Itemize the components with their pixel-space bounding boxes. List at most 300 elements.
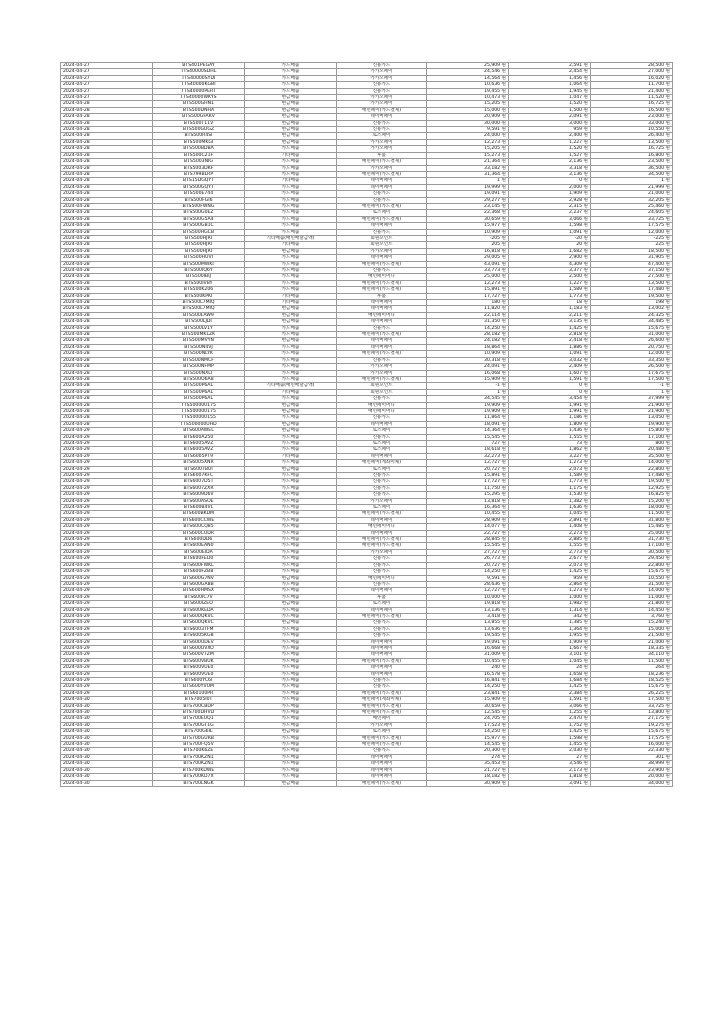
total-amount-cell: 17,100 원	[591, 434, 673, 440]
date-cell: 2024-04-29	[61, 511, 153, 517]
date-cell: 2024-04-29	[61, 562, 153, 568]
vat-cell: 2,928 원	[509, 197, 591, 203]
total-amount-cell: 21,900 원	[591, 408, 673, 414]
transaction-id-cell: BTS7005I0T	[153, 697, 245, 703]
supply-amount-cell: 29,005 원	[427, 255, 509, 261]
payment-method-cell: 네이버페이	[337, 665, 427, 671]
supply-amount-cell: 13,636 원	[427, 626, 509, 632]
sales-type-cell: 카드매출	[245, 274, 337, 280]
transaction-id-cell: BTS500HJRI	[153, 248, 245, 254]
total-amount-cell: 12,000 원	[591, 351, 673, 357]
sales-type-cell: 현금매출	[245, 127, 337, 133]
total-amount-cell: 16,725 원	[591, 146, 673, 152]
date-cell: 2024-04-28	[61, 421, 153, 427]
sales-type-cell: 카드매출	[245, 268, 337, 274]
transaction-id-cell: BTS500NXLT	[153, 370, 245, 376]
sales-type-cell: 카드매출	[245, 216, 337, 222]
payment-method-cell: 회원포인트	[337, 389, 427, 395]
transaction-id-cell: BTS500MKGI	[153, 139, 245, 145]
date-cell: 2024-04-29	[61, 665, 153, 671]
transaction-id-cell: BTS700GT1G	[153, 722, 245, 728]
supply-amount-cell: 11,820 원	[427, 306, 509, 312]
payment-method-cell: 신용카드	[337, 127, 427, 133]
supply-amount-cell: 10,909 원	[427, 229, 509, 235]
sales-type-cell: 카드매출	[245, 690, 337, 696]
payment-method-cell: 토스페이	[337, 133, 427, 139]
transaction-id-cell: BTS600EIDA	[153, 549, 245, 555]
payment-method-cell: 배민페이머니	[337, 312, 427, 318]
payment-method-cell: 네이버페이	[337, 761, 427, 767]
supply-amount-cell: 10,636 원	[427, 82, 509, 88]
transaction-id-cell: BTS600GA8B	[153, 581, 245, 587]
total-amount-cell: 12,000 원	[591, 229, 673, 235]
total-amount-cell: -1 원	[591, 383, 673, 389]
transaction-id-cell: BTS500HJRI	[153, 235, 245, 241]
total-amount-cell: 13,050 원	[591, 415, 673, 421]
vat-cell: 2,677 원	[509, 556, 591, 562]
date-cell: 2024-04-27	[61, 69, 153, 75]
vat-cell: 3,135 원	[509, 319, 591, 325]
supply-amount-cell: 12,545 원	[427, 710, 509, 716]
vat-cell: 1,589 원	[509, 287, 591, 293]
supply-amount-cell: 22,368 원	[427, 210, 509, 216]
supply-amount-cell: 31,364 원	[427, 171, 509, 177]
payment-method-cell: 토스페이	[337, 601, 427, 607]
supply-amount-cell: 22,727 원	[427, 530, 509, 536]
sales-type-cell: 카드매출	[245, 364, 337, 370]
transaction-id-cell: BTS500GUGZ	[153, 127, 245, 133]
vat-cell: 1,555 원	[509, 434, 591, 440]
total-amount-cell: 14,000 원	[591, 460, 673, 466]
total-amount-cell: 18,500 원	[591, 248, 673, 254]
date-cell: 2024-04-30	[61, 735, 153, 741]
vat-cell: 1,436 원	[509, 428, 591, 434]
sales-type-cell: 현금매출	[245, 601, 337, 607]
total-amount-cell: 17,480 원	[591, 287, 673, 293]
sales-type-cell: 카드매출	[245, 197, 337, 203]
total-amount-cell: 15,240 원	[591, 620, 673, 626]
date-cell: 2024-04-28	[61, 389, 153, 395]
transaction-id-cell: BTS500L7MIQ	[153, 306, 245, 312]
total-amount-cell: 10,550 원	[591, 575, 673, 581]
sales-type-cell: 기타매출(배민배달금액)	[245, 383, 337, 389]
total-amount-cell: 264 원	[591, 665, 673, 671]
date-cell: 2024-04-28	[61, 319, 153, 325]
payment-method-cell: 배민페이(카드결제)	[337, 261, 427, 267]
total-amount-cell: 16,000 원	[591, 742, 673, 748]
payment-method-cell: 신용카드	[337, 82, 427, 88]
total-amount-cell: 19,500 원	[591, 293, 673, 299]
transaction-id-cell: BTS500N4VJ	[153, 344, 245, 350]
total-amount-cell: 15,485 원	[591, 524, 673, 530]
transaction-id-cell: BTS15DGQYT	[153, 178, 245, 184]
sales-type-cell: 카드매출	[245, 774, 337, 780]
transaction-id-cell: BTS700K6ZE	[153, 748, 245, 754]
total-amount-cell: 22,330 원	[591, 748, 673, 754]
transaction-id-cell: BTS500O6A8	[153, 376, 245, 382]
sales-type-cell: 현금매출	[245, 133, 337, 139]
sales-type-cell: 카드매출	[245, 505, 337, 511]
vat-cell: 1,064 원	[509, 82, 591, 88]
transaction-id-cell: BTS600QKVC	[153, 613, 245, 619]
vat-cell: 3,032 원	[509, 357, 591, 363]
payment-method-cell: 배민페이(카드결제)	[337, 537, 427, 543]
transaction-id-cell: BTS6005AVZ	[153, 447, 245, 453]
total-amount-cell: 26,500 원	[591, 364, 673, 370]
sales-type-cell: 기타매출	[245, 300, 337, 306]
total-amount-cell: 38,999 원	[591, 761, 673, 767]
vat-cell: 2,885 원	[509, 537, 591, 543]
vat-cell: 959 원	[509, 575, 591, 581]
transaction-id-cell: BTS500T11V	[153, 120, 245, 126]
total-amount-cell: 21,000 원	[591, 191, 673, 197]
vat-cell: 1,598 원	[509, 223, 591, 229]
payment-method-cell: 배민페이(카드결제)	[337, 780, 427, 786]
payment-method-cell: 카카오페이	[337, 95, 427, 101]
supply-amount-cell: 20,727 원	[427, 466, 509, 472]
vat-cell: 1,591 원	[509, 697, 591, 703]
date-cell: 2024-04-29	[61, 607, 153, 613]
date-cell: 2024-04-28	[61, 152, 153, 158]
sales-type-cell: 기타매출	[245, 453, 337, 459]
date-cell: 2024-04-28	[61, 325, 153, 331]
total-amount-cell: 301 원	[591, 754, 673, 760]
sales-type-cell: 카드매출	[245, 485, 337, 491]
supply-amount-cell: 14,545 원	[427, 742, 509, 748]
payment-method-cell: 신용카드	[337, 229, 427, 235]
supply-amount-cell: 19,909 원	[427, 402, 509, 408]
transaction-id-cell: BTS600CUDR	[153, 530, 245, 536]
total-amount-cell: 19,500 원	[591, 479, 673, 485]
date-cell: 2024-04-28	[61, 364, 153, 370]
total-amount-cell: 35,500 원	[591, 453, 673, 459]
total-amount-cell: 33,000 원	[591, 120, 673, 126]
transaction-id-cell: BTS600HMSX	[153, 588, 245, 594]
date-cell: 2024-04-28	[61, 133, 153, 139]
vat-cell: 1,456 원	[509, 75, 591, 81]
date-cell: 2024-04-28	[61, 274, 153, 280]
total-amount-cell: 13,002 원	[591, 306, 673, 312]
supply-amount-cell: 20,727 원	[427, 562, 509, 568]
total-amount-cell: 21,400 원	[591, 88, 673, 94]
supply-amount-cell: 14,250 원	[427, 684, 509, 690]
transaction-id-cell: BTS500MVYN	[153, 338, 245, 344]
vat-cell: 1,382 원	[509, 498, 591, 504]
sales-type-cell: 카드매출	[245, 652, 337, 658]
date-cell: 2024-04-29	[61, 645, 153, 651]
supply-amount-cell: 16,841 원	[427, 678, 509, 684]
vat-cell: 1,500 원	[509, 107, 591, 113]
vat-cell: 3,318 원	[509, 165, 591, 171]
supply-amount-cell: 20,300 원	[427, 748, 509, 754]
sales-type-cell: 현금매출	[245, 620, 337, 626]
sales-type-cell: 카드매출	[245, 735, 337, 741]
payment-method-cell: 신용카드	[337, 492, 427, 498]
supply-amount-cell: 11,750 원	[427, 485, 509, 491]
transaction-id-cell: BTS500R4SI	[153, 133, 245, 139]
transaction-id-cell: BTS600YC6I	[153, 678, 245, 684]
sales-type-cell: 카드매출	[245, 146, 337, 152]
payment-method-cell: 토스페이	[337, 210, 427, 216]
payment-method-cell: 네이버페이	[337, 453, 427, 459]
transaction-id-cell: BTS6007ZXR	[153, 485, 245, 491]
vat-cell: 4,309 원	[509, 261, 591, 267]
sales-type-cell: 카드매출	[245, 722, 337, 728]
payment-method-cell: 카카오페이	[337, 139, 427, 145]
transaction-id-cell: BTS500L7MIQ	[153, 300, 245, 306]
payment-method-cell: 네이버페이	[337, 344, 427, 350]
total-amount-cell: 15,675 원	[591, 729, 673, 735]
total-amount-cell: 26,600 원	[591, 338, 673, 344]
transaction-id-cell: BTS600UDEV	[153, 639, 245, 645]
vat-cell: 2,136 원	[509, 159, 591, 165]
sales-type-cell: 현금매출	[245, 780, 337, 786]
transaction-id-cell: BTS600CQ85	[153, 524, 245, 530]
total-amount-cell: 15,200 원	[591, 498, 673, 504]
supply-amount-cell: 15,909 원	[427, 697, 509, 703]
sales-type-cell: 카드매출	[245, 537, 337, 543]
vat-cell: 1,591 원	[509, 376, 591, 382]
date-cell: 2024-04-28	[61, 101, 153, 107]
vat-cell: 1,425 원	[509, 325, 591, 331]
payment-method-cell: 네이버페이	[337, 588, 427, 594]
transaction-id-cell: BTS600A250	[153, 434, 245, 440]
vat-cell: 18 원	[509, 300, 591, 306]
transaction-id-cell: BTS500MKLZK	[153, 332, 245, 338]
transaction-id-cell: BTS500NLYK	[153, 351, 245, 357]
payment-method-cell: 배민페이(카드결제)	[337, 216, 427, 222]
transaction-id-cell: BTS500NFMP	[153, 364, 245, 370]
transaction-id-cell: BTS700KZN1	[153, 761, 245, 767]
supply-amount-cell: 43,091 원	[427, 261, 509, 267]
date-cell: 2024-04-28	[61, 171, 153, 177]
total-amount-cell: 15,000 원	[591, 626, 673, 632]
sales-type-cell: 카드매출	[245, 344, 337, 350]
date-cell: 2024-04-30	[61, 697, 153, 703]
vat-cell: 1,520 원	[509, 146, 591, 152]
payment-method-cell: 토스페이	[337, 440, 427, 446]
sales-type-cell: 카드매출	[245, 396, 337, 402]
sales-type-cell: 기타매출	[245, 389, 337, 395]
total-amount-cell: 30,500 원	[591, 549, 673, 555]
transaction-id-cell: BTS500C21F	[153, 152, 245, 158]
vat-cell: -20 원	[509, 235, 591, 241]
supply-amount-cell: 23,841 원	[427, 690, 509, 696]
transaction-id-cell: BTS600KEDA	[153, 607, 245, 613]
vat-cell: 2,409 원	[509, 364, 591, 370]
sales-type-cell: 카드매출	[245, 376, 337, 382]
transaction-id-cell: BTS700KZN1	[153, 754, 245, 760]
supply-amount-cell: 25,000 원	[427, 274, 509, 280]
sales-type-cell: 현금매출	[245, 139, 337, 145]
sales-type-cell: 카드매출	[245, 332, 337, 338]
transaction-id-cell: BTS700GURB	[153, 735, 245, 741]
vat-cell: 1,530 원	[509, 492, 591, 498]
supply-amount-cell: 17,523 원	[427, 722, 509, 728]
date-cell: 2024-04-29	[61, 505, 153, 511]
date-cell: 2024-04-29	[61, 671, 153, 677]
payment-method-cell: 배민페이(계좌이체)	[337, 697, 427, 703]
supply-amount-cell: 33,773 원	[427, 268, 509, 274]
vat-cell: 2,315 원	[509, 203, 591, 209]
total-amount-cell: 21,800 원	[591, 601, 673, 607]
payment-method-cell: 배민페이(카드결제)	[337, 287, 427, 293]
sales-type-cell: 카드매출	[245, 633, 337, 639]
payment-method-cell: 배민페이(카드결제)	[337, 376, 427, 382]
sales-type-cell: 카드매출	[245, 639, 337, 645]
supply-amount-cell: 15,977 원	[427, 223, 509, 229]
date-cell: 2024-04-27	[61, 63, 153, 69]
vat-cell: 1,555 원	[509, 543, 591, 549]
transaction-id-cell: BTS6007BUI	[153, 466, 245, 472]
vat-cell: 1,607 원	[509, 370, 591, 376]
date-cell: 2024-04-29	[61, 447, 153, 453]
supply-amount-cell: 15,205 원	[427, 146, 509, 152]
transaction-id-cell: BTS401PEGAY	[153, 63, 245, 69]
vat-cell: 3,227 원	[509, 453, 591, 459]
date-cell: 2024-04-29	[61, 434, 153, 440]
total-amount-cell: 12,925 원	[591, 485, 673, 491]
transaction-id-cell: TTS500000175	[153, 408, 245, 414]
payment-method-cell: 네이버페이	[337, 178, 427, 184]
supply-amount-cell: 17,727 원	[427, 293, 509, 299]
vat-cell: 0 원	[509, 383, 591, 389]
total-amount-cell: 16,500 원	[591, 107, 673, 113]
sales-type-cell: 카드매출	[245, 530, 337, 536]
supply-amount-cell: 16,578 원	[427, 671, 509, 677]
vat-cell: 1,589 원	[509, 473, 591, 479]
supply-amount-cell: 24,182 원	[427, 338, 509, 344]
vat-cell: 1,598 원	[509, 735, 591, 741]
transaction-id-cell: BTS600V7ZM	[153, 652, 245, 658]
supply-amount-cell: 3,418 원	[427, 613, 509, 619]
sales-type-cell: 현금매출	[245, 248, 337, 254]
sales-type-cell: 카드매출	[245, 223, 337, 229]
payment-method-cell: 카카오페이	[337, 69, 427, 75]
supply-amount-cell: 25,909 원	[427, 63, 509, 69]
supply-amount-cell: 19,909 원	[427, 408, 509, 414]
payment-method-cell: 배민페이머니	[337, 274, 427, 280]
vat-cell: 2,818 원	[509, 332, 591, 338]
vat-cell: 3,091 원	[509, 780, 591, 786]
total-amount-cell: 3,760 원	[591, 613, 673, 619]
supply-amount-cell: 29,277 원	[427, 197, 509, 203]
total-amount-cell: 16,825 원	[591, 492, 673, 498]
total-amount-cell: 26,225 원	[591, 690, 673, 696]
total-amount-cell: 32,205 원	[591, 197, 673, 203]
transaction-id-cell: BTS500HGCB	[153, 229, 245, 235]
date-cell: 2024-04-29	[61, 652, 153, 658]
supply-amount-cell: 16,668 원	[427, 645, 509, 651]
transaction-id-cell: BTS500GB1C	[153, 223, 245, 229]
vat-cell: 2,073 원	[509, 562, 591, 568]
supply-amount-cell: 28,845 원	[427, 537, 509, 543]
transaction-id-cell: BTS600IC7V	[153, 594, 245, 600]
supply-amount-cell: 15,909 원	[427, 376, 509, 382]
transaction-id-cell: BTS500LAW9	[153, 312, 245, 318]
date-cell: 2024-04-29	[61, 524, 153, 530]
payment-method-cell: 신용카드	[337, 678, 427, 684]
vat-cell: 2,470 원	[509, 716, 591, 722]
total-amount-cell: 21,999 원	[591, 184, 673, 190]
vat-cell: 3,066 원	[509, 703, 591, 709]
date-cell: 2024-04-29	[61, 690, 153, 696]
transaction-id-cell: BTS500HUVI	[153, 255, 245, 261]
transaction-id-cell: BTS700KD7X	[153, 774, 245, 780]
supply-amount-cell: 30,909 원	[427, 780, 509, 786]
supply-amount-cell: 30,000 원	[427, 120, 509, 126]
total-amount-cell: 14,000 원	[591, 588, 673, 594]
sales-ledger-sheet	[60, 62, 672, 787]
total-amount-cell: 225 원	[591, 242, 673, 248]
total-amount-cell: 34,485 원	[591, 319, 673, 325]
sales-type-cell: 카드매출	[245, 351, 337, 357]
transaction-id-cell: TTS500000155	[153, 415, 245, 421]
date-cell: 2024-04-30	[61, 742, 153, 748]
supply-amount-cell: 34,545 원	[427, 396, 509, 402]
vat-cell: 1,809 원	[509, 421, 591, 427]
payment-method-cell: 카카오페이	[337, 146, 427, 152]
transaction-id-cell: BTS500KPKI	[153, 293, 245, 299]
vat-cell: 1,520 원	[509, 101, 591, 107]
sales-type-cell: 카드매출	[245, 415, 337, 421]
transaction-id-cell: BTS500NMCF	[153, 357, 245, 363]
payment-method-cell: 배민페이(카드결제)	[337, 710, 427, 716]
transaction-id-cell: BTS500FGI6	[153, 197, 245, 203]
transaction-id-cell: BTS600FWKL	[153, 562, 245, 568]
vat-cell: 342 원	[509, 613, 591, 619]
supply-amount-cell: 30,659 원	[427, 216, 509, 222]
payment-method-cell: 신용카드	[337, 357, 427, 363]
date-cell: 2024-04-28	[61, 165, 153, 171]
sales-type-cell: 카드매출	[245, 82, 337, 88]
payment-method-cell: 토스페이	[337, 729, 427, 735]
total-amount-cell: 18,525 원	[591, 678, 673, 684]
vat-cell: 1,991 원	[509, 408, 591, 414]
vat-cell: 3,101 원	[509, 652, 591, 658]
supply-amount-cell: 9,591 원	[427, 575, 509, 581]
vat-cell: 1,273 원	[509, 588, 591, 594]
supply-amount-cell: 19,999 원	[427, 184, 509, 190]
sales-type-cell: 카드매출	[245, 159, 337, 165]
ledger-body	[61, 63, 673, 787]
supply-amount-cell: 14,364 원	[427, 428, 509, 434]
payment-method-cell: 배민페이(계좌이체)	[337, 460, 427, 466]
sales-type-cell: 카드매출	[245, 748, 337, 754]
supply-amount-cell: 18,182 원	[427, 774, 509, 780]
payment-method-cell: 네이버페이	[337, 754, 427, 760]
payment-method-cell: 카카오페이	[337, 722, 427, 728]
payment-method-cell: 신용카드	[337, 620, 427, 626]
total-amount-cell: 13,500 원	[591, 139, 673, 145]
sales-type-cell: 카드매출	[245, 581, 337, 587]
vat-cell: 1,667 원	[509, 645, 591, 651]
supply-amount-cell: 15,977 원	[427, 735, 509, 741]
date-cell: 2024-04-28	[61, 357, 153, 363]
payment-method-cell: 신용카드	[337, 197, 427, 203]
supply-amount-cell: 727 원	[427, 440, 509, 446]
sales-type-cell: 카드매출	[245, 287, 337, 293]
total-amount-cell: 15,800 원	[591, 428, 673, 434]
date-cell: 2024-04-29	[61, 639, 153, 645]
payment-method-cell: 카카오페이	[337, 370, 427, 376]
transaction-id-cell: BTS500FWNG	[153, 203, 245, 209]
vat-cell: 1,364 원	[509, 626, 591, 632]
supply-amount-cell: 12,727 원	[427, 460, 509, 466]
date-cell: 2024-04-28	[61, 312, 153, 318]
transaction-id-cell: BTS6005AVZ	[153, 440, 245, 446]
payment-method-cell: 배민페이머니	[337, 575, 427, 581]
